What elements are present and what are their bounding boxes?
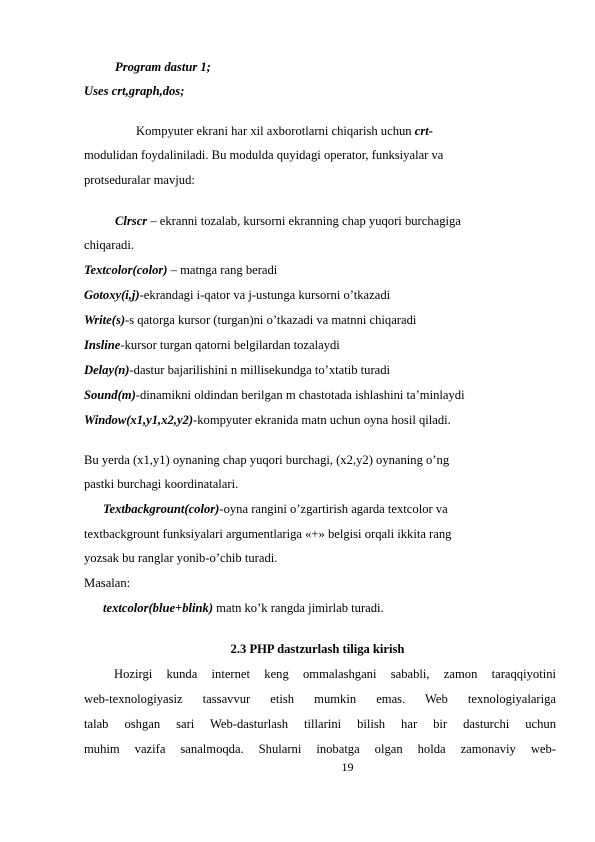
intro-line-3: protseduralar mavjud: bbox=[84, 173, 195, 187]
function-desc: -kompyuter ekranida matn uchun oyna hosil qiladi. bbox=[193, 413, 451, 427]
example-line bbox=[103, 601, 384, 616]
function-name: Delay(n) bbox=[84, 363, 130, 377]
function-window bbox=[84, 413, 451, 428]
function-name: Clrscr bbox=[115, 214, 148, 228]
uses-line: Uses crt,graph,dos; bbox=[84, 84, 185, 98]
textbackground-line-3: yozsak bu ranglar yonib-o’chib turadi. bbox=[84, 551, 278, 565]
function-sound bbox=[84, 388, 465, 403]
function-gotoxy bbox=[84, 288, 390, 303]
example-code: textcolor(blue+blink) bbox=[103, 601, 214, 615]
function-desc: -s qatorga kursor (turgan)ni o’tkazadi va matnni chiqaradi bbox=[125, 313, 417, 327]
textbackground-line-2: textbackgrount funksiyalari argumentlariga «+» belgisi orqali ikkita rang bbox=[84, 527, 452, 541]
function-desc: -dinamikni oldindan berilgan m chastotada ishlashini ta’minlaydi bbox=[135, 388, 465, 402]
function-textcolor bbox=[84, 263, 277, 278]
section-paragraph-line-2: web-texnologiyasiz tassavvur etish mumkin emas. Web texnologiyalariga bbox=[84, 692, 556, 706]
intro-line-2: modulidan foydaliniladi. Bu modulda quyidagi operator, funksiyalar va bbox=[84, 148, 444, 162]
function-clrscr bbox=[115, 214, 461, 229]
section-paragraph-line-1: Hozirgi kunda internet keng ommalashgani sababli, zamon taraqqiyotini bbox=[114, 667, 556, 681]
function-desc: -dastur bajarilishini n millisekundga to’xtatib turadi bbox=[129, 363, 391, 377]
function-name: Window(x1,y1,x2,y2) bbox=[84, 413, 194, 427]
function-name: Gotoxy(i,j) bbox=[84, 288, 140, 302]
function-name: Textcolor(color) bbox=[84, 263, 168, 277]
function-delay bbox=[84, 363, 390, 378]
section-heading: 2.3 PHP dastzurlash tiliga kirish bbox=[230, 642, 405, 656]
section-paragraph-line-4: muhim vazifa sanalmoqda. Shularni inobatga olgan holda zamonaviy web- bbox=[84, 742, 556, 756]
example-label: Masalan: bbox=[84, 576, 131, 590]
function-name: Write(s) bbox=[84, 313, 126, 327]
function-desc: -ekrandagi i-qator va j-ustunga kursorni o’tkazadi bbox=[139, 288, 391, 302]
function-clrscr-cont: chiqaradi. bbox=[84, 238, 134, 252]
function-name: Insline bbox=[84, 338, 121, 352]
example-desc: matn ko’k rangda jimirlab turadi. bbox=[213, 601, 384, 615]
section-paragraph-line-3: talab oshgan sari Web-dasturlash tillarini bilish har bir dasturchi uchun bbox=[84, 717, 556, 731]
function-textbackground bbox=[103, 502, 448, 517]
window-note-line-1: Bu yerda (x1,y1) oynaning chap yuqori burchagi, (x2,y2) oynaning o’ng bbox=[84, 453, 450, 467]
page-number: 19 bbox=[341, 760, 354, 774]
function-desc: -kursor turgan qatorni belgilardan tozalaydi bbox=[120, 338, 340, 352]
function-write bbox=[84, 313, 416, 328]
program-header: Program dastur 1; bbox=[115, 60, 211, 74]
function-desc: – ekranni tozalab, kursorni ekranning chap yuqori burchagiga bbox=[147, 214, 461, 228]
window-note-line-2: pastki burchagi koordinatalari. bbox=[84, 477, 239, 491]
function-desc: -oyna rangini o’zgartirish agarda textcolor va bbox=[219, 502, 448, 516]
intro-line-1 bbox=[136, 124, 433, 139]
function-desc: – matnga rang beradi bbox=[167, 263, 278, 277]
crt-term: crt- bbox=[414, 124, 433, 138]
function-insline bbox=[84, 338, 340, 353]
intro-text: Kompyuter ekrani har xil axborotlarni chiqarish uchun bbox=[136, 124, 415, 138]
function-name: Sound(m) bbox=[84, 388, 136, 402]
function-name: Textbackgrount(color) bbox=[103, 502, 220, 516]
